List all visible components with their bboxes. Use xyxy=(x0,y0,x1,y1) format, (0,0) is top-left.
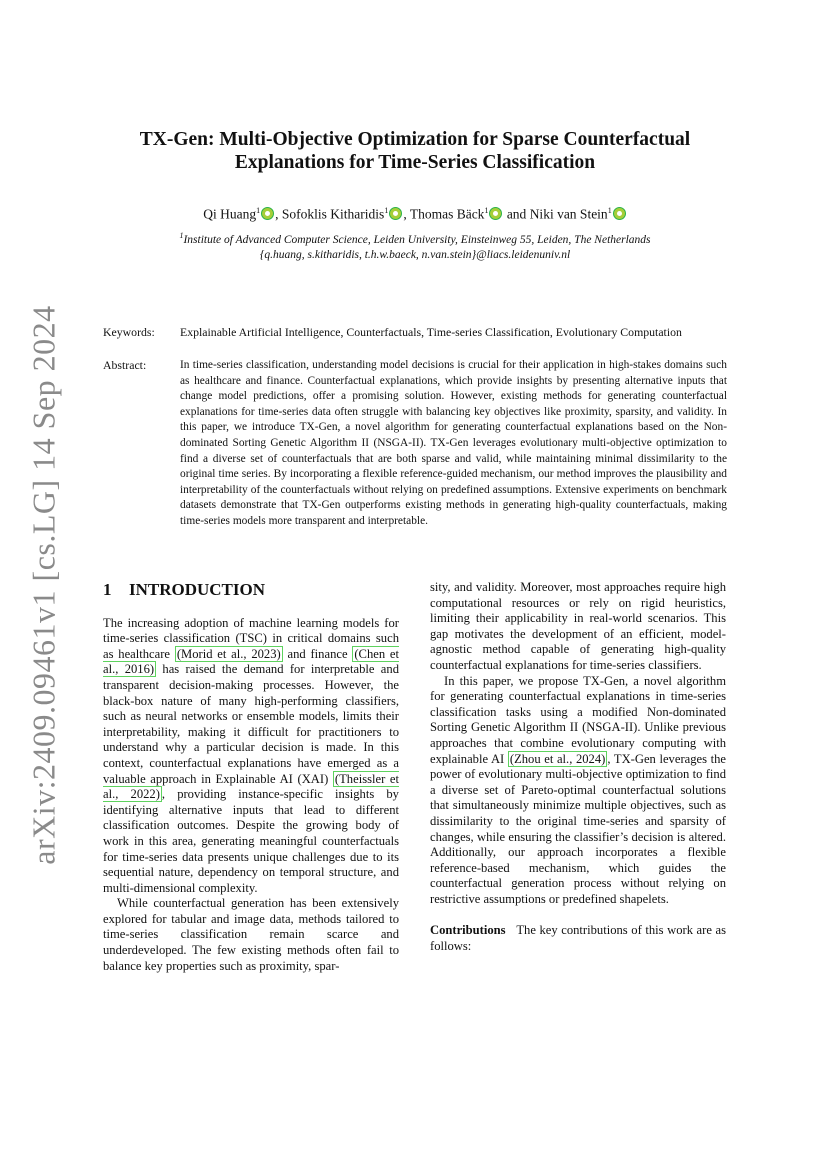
abstract-text: In time-series classification, understanding model decisions is crucial for their application in high-stakes domains such as healthcare and finance. Counterfactual explanations, which provide insights by presenting alternative inputs that change model predictions, offer a promising solution. However, existing methods for generating counterfactual explanations for time-series data often struggle with balancing key objectives like proximity, sparsity, and validity. In this paper, we introduce TX-Gen, a novel algorithm for generating counterfactual explanations based on the Non-dominated Sorting Genetic Algorithm II (NSGA-II). TX-Gen leverages evolutionary multi-objective optimization to find a diverse set of counterfactuals that are both sparse and valid, while maintaining minimal dissimilarity to the original time series. By incorporating a flexible reference-guided mechanism, our method improves the plausibility and interpretability of the counterfactuals without relying on predefined assumptions. Extensive experiments on benchmark datasets demonstrate that TX-Gen outperforms existing methods in generating high-quality counterfactuals, making time-series models more transparent and interpretable. xyxy=(180,359,727,527)
abstract-label: Abstract: xyxy=(103,358,147,372)
orcid-icon[interactable] xyxy=(261,207,274,220)
author-name: Qi Huang xyxy=(203,206,257,222)
intro-paragraph-3 xyxy=(430,674,726,908)
paragraph-text: , TX-Gen leverages the power of evolutionary multi-objective optimization to find a diverse set of Pareto-optimal counterfactual solutions that simultaneously minimize multiple objectives, such as dissimilarity to the original time-series and sparsity of changes, while ensuring the classifier’s decision is altered. Additionally, our approach incorporates a flexible reference-based mechanism, which guides the counterfactual generation process without relying on restrictive assumptions or predefined shapelets. xyxy=(430,751,727,906)
paragraph-text: In this paper, we propose TX-Gen, a novel algorithm for generating counterfactual explanations in time-series classification tasks using a modified Non-dominated Sorting Genetic Algorithm II (NSGA-II). Unlike previous approaches that combine evolutionary computing with explainable AI xyxy=(430,673,726,766)
author-name: Niki van Stein xyxy=(529,206,608,222)
left-column xyxy=(103,580,399,974)
title-line-2: Explanations for Time-Series Classification xyxy=(234,152,596,173)
paragraph-text: , providing instance-specific insights by identifying alternative inputs that lead to different classification outcomes. Despite the growing body of work in this area, generating meaningful counterfactuals for time-series data presents unique challenges due to its sequential nature, dependency on temporal structure, and multi-dimensional complexity. xyxy=(103,787,399,895)
keywords-label: Keywords: xyxy=(103,325,155,339)
affiliation-block xyxy=(100,228,730,263)
paragraph-text: has raised the demand for interpretable and transparent decision-making processes. However, the black-box nature of many high-performing classifiers, such as neural networks or ensemble models, limits their interpretability, making it difficult for practitioners to understand why a particular decision is made. In this context, counterfactual explanations have emerged as a valuable approach in Explainable AI (XAI) xyxy=(103,662,399,786)
paper-title xyxy=(100,128,730,174)
intro-paragraph-continued: sity, and validity. Moreover, most approaches require high computational resources or rely on rigid heuristics, limiting their applicability in real-world scenarios. This gap motivates the development of an efficient, model-agnostic method capable of generating high-quality counterfactual explanations for time-series classifiers. xyxy=(430,580,726,672)
arxiv-identifier: arXiv:2409.09461v1 [cs.LG] 14 Sep 2024 xyxy=(25,305,62,865)
author-name: Thomas Bäck xyxy=(409,206,485,222)
paragraph-text: and finance xyxy=(282,646,353,661)
paragraph-gap xyxy=(430,907,726,923)
citation-link[interactable]: (Theissler et al., 2022) xyxy=(103,771,399,802)
affiliation-line xyxy=(100,228,730,248)
section-heading xyxy=(103,582,399,598)
author-emails: {q.huang, s.kitharidis, t.h.w.baeck, n.van.stein}@liacs.leidenuniv.nl xyxy=(259,248,571,261)
intro-paragraph-1 xyxy=(103,616,399,897)
author-affil-sup: 1 xyxy=(256,206,261,215)
author-separator: , xyxy=(403,206,410,222)
title-line-1: TX-Gen: Multi-Objective Optimization for Sparse Counterfactual xyxy=(139,129,691,150)
affiliation-text: Institute of Advanced Computer Science, Leiden University, Einsteinweg 55, Leiden, The Netherlands xyxy=(183,233,651,246)
contributions-heading: Contributions xyxy=(430,923,506,938)
contributions-text: The key contributions of this work are as follows: xyxy=(430,923,726,954)
author-name: Sofoklis Kitharidis xyxy=(281,206,385,222)
orcid-icon[interactable] xyxy=(389,207,402,220)
author-separator: and xyxy=(503,206,530,222)
intro-paragraph-2: While counterfactual generation has been extensively explored for tabular and image data, methods tailored to time-series classification remain scarce and underdeveloped. The few existing methods often fail to balance key properties such as proximity, spar- xyxy=(103,896,399,973)
section-title: INTRODUCTION xyxy=(129,580,266,599)
orcid-icon[interactable] xyxy=(489,207,502,220)
contributions-paragraph xyxy=(430,923,726,954)
paragraph-text: The increasing adoption of machine learning models for time-series classification (TSC) in critical domains such as healthcare xyxy=(103,615,399,661)
section-number: 1 xyxy=(103,580,112,599)
author-list xyxy=(100,206,730,223)
citation-link[interactable]: (Zhou et al., 2024) xyxy=(509,751,606,766)
citation-link[interactable]: (Chen et al., 2016) xyxy=(103,646,400,677)
keywords-text: Explainable Artificial Intelligence, Counterfactuals, Time-series Classification, Evolutionary Computation xyxy=(180,325,682,339)
author-affil-sup: 1 xyxy=(484,206,489,215)
author-separator: , xyxy=(275,206,282,222)
citation-link[interactable]: (Morid et al., 2023) xyxy=(176,646,281,661)
orcid-icon[interactable] xyxy=(613,207,626,220)
author-affil-sup: 1 xyxy=(607,206,612,215)
author-affil-sup: 1 xyxy=(384,206,389,215)
right-column xyxy=(430,580,726,955)
affiliation-sup: 1 xyxy=(179,231,184,240)
